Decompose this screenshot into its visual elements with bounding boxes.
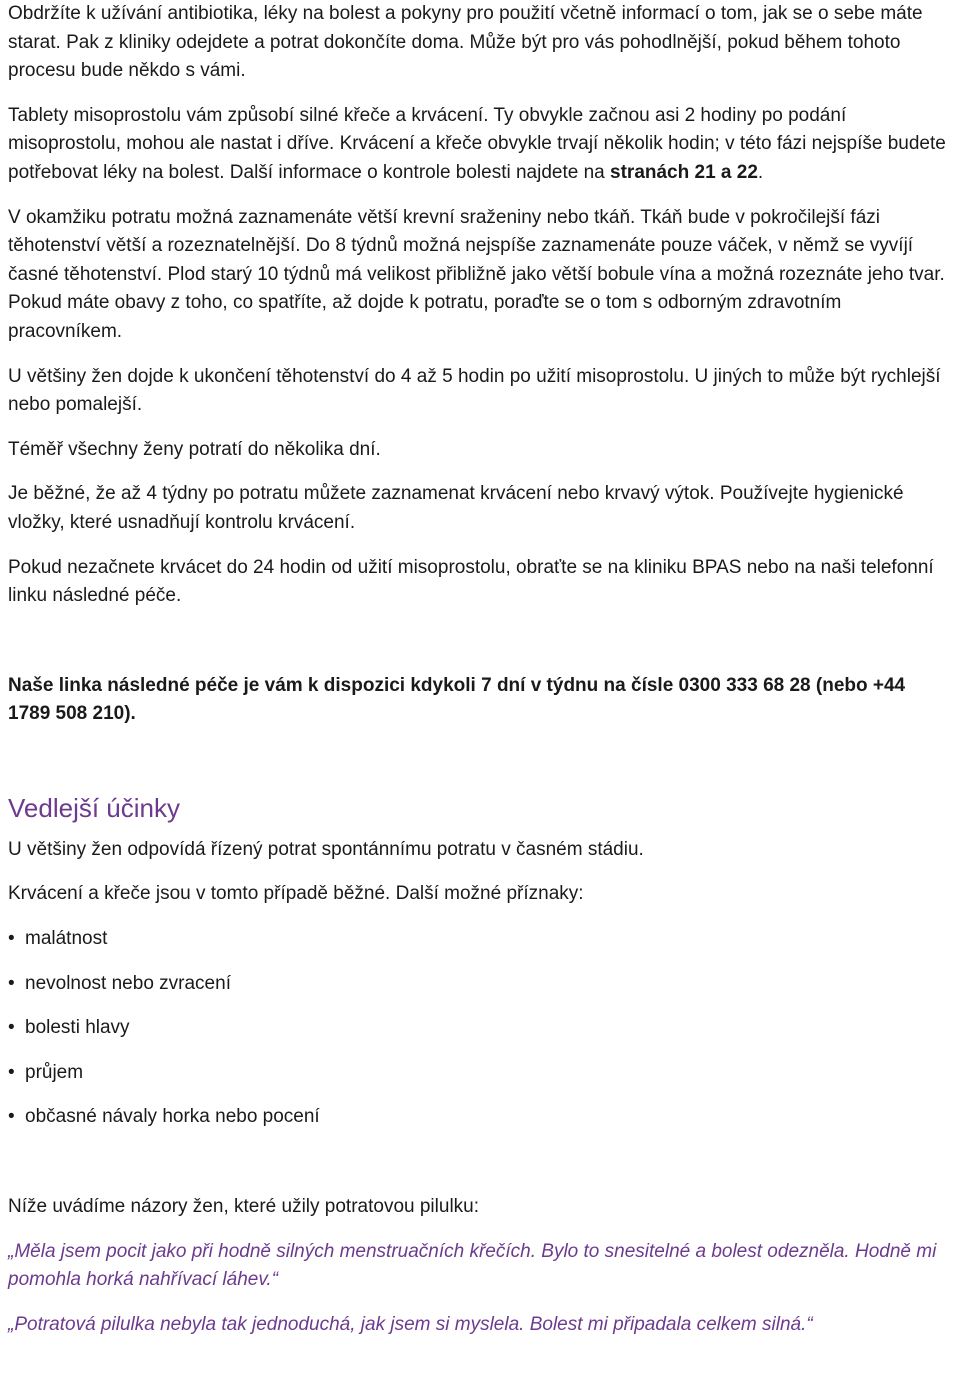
paragraph-misoprostol-effects [8, 102, 952, 188]
list-item [8, 925, 952, 954]
symptom-text: průjem [25, 1061, 84, 1083]
paragraph-bleeding: Je běžné, že až 4 týdny po potratu můžete zaznamenat krvácení nebo krvavý výtok. Používejte hygienické vložky, které usnadňují kontrolu krvácení. [8, 483, 904, 533]
paragraph-aftercare: Obdržíte k užívání antibiotika, léky na bolest a pokyny pro použití včetně informací o tom, jak se o sebe máte starat. Pak z kliniky odejdete a potrat dokončíte doma. Může být pro vás pohodlnější, pokud během tohoto procesu bude někdo s vámi. [8, 3, 923, 82]
paragraph-opinions-intro: Níže uvádíme názory žen, které užily potratovou pilulku: [8, 1196, 480, 1218]
section-heading: Vedlejší účinky [8, 792, 180, 823]
quote-second: „Potratová pilulka nebyla tak jednoduchá, jak jsem si myslela. Bolest mi připadala celkem silná.“ [8, 1313, 813, 1335]
list-item [8, 1103, 952, 1132]
symptom-text: nevolnost nebo zvracení [25, 972, 231, 994]
quote-first: „Měla jsem pocit jako při hodně silných menstruačních křečích. Bylo to snesitelné a bolest odezněla. Hodně mi pomohla horká nahřívací láhev.“ [8, 1240, 937, 1291]
paragraph-end-period: . [757, 161, 764, 183]
paragraph-timing: U většiny žen dojde k ukončení těhotenství do 4 až 5 hodin po užití misoprostolu. U jiných to může být rychlejší nebo pomalejší. [8, 365, 941, 416]
symptom-text: bolesti hlavy [25, 1017, 130, 1039]
bullet-point: • [8, 1106, 15, 1128]
bullet-point: • [8, 972, 15, 994]
symptom-text: občasné návaly horka nebo pocení [25, 1106, 320, 1128]
list-item [8, 970, 952, 999]
list-item [8, 1059, 952, 1088]
bullet-point: • [8, 928, 15, 950]
paragraph-symptoms-intro: Krvácení a křeče jsou v tomto případě běžné. Další možné příznaky: [8, 883, 584, 905]
list-item [8, 1014, 952, 1043]
bullet-point: • [8, 1061, 15, 1083]
paragraph-tissue: V okamžiku potratu možná zaznamenáte větší krevní sraženiny nebo tkáň. Tkáň bude v pokročilejší fázi těhotenství větší a rozeznatelnější. Do 8 týdnů možná nejspíše zaznamenáte pouze váček, v němž se vyvíjí časné těhotenství. Plod starý 10 týdnů má velikost přibližně jako větší bobule vína a možná rozeznáte jeho tvar. Pokud máte obavy z toho, co spatříte, až dojde k potratu, poraďte se o tom s odborným zdravotním pracovníkem. [8, 206, 945, 342]
page-reference: stranách 21 a 22 [610, 161, 758, 183]
paragraph-misoprostol-text: Tablety misoprostolu vám způsobí silné křeče a krvácení. Ty obvykle začnou asi 2 hodiny po podání misoprostolu, mohou ale nastat i dříve. Krvácení a křeče obvykle trvají několik hodin; v této fázi nejspíše budete potřebovat léky na bolest. Další informace o kontrole bolesti najdete na [8, 104, 946, 183]
paragraph-days: Téměř všechny ženy potratí do několika dní. [8, 438, 381, 460]
bullet-point: • [8, 1017, 15, 1039]
paragraph-side-effects-intro: U většiny žen odpovídá řízený potrat spontánnímu potratu v časném stádiu. [8, 838, 644, 860]
symptom-text: malátnost [25, 928, 108, 950]
paragraph-no-bleeding: Pokud nezačnete krvácet do 24 hodin od užití misoprostolu, obraťte se na kliniku BPAS nebo na naši telefonní linku následné péče. [8, 556, 934, 607]
helpline-notice [8, 672, 952, 729]
helpline-text: Naše linka následné péče je vám k dispozici kdykoli 7 dní v týdnu na čísle 0300 333 68 28 (nebo +44 1789 508 210). [8, 674, 906, 725]
